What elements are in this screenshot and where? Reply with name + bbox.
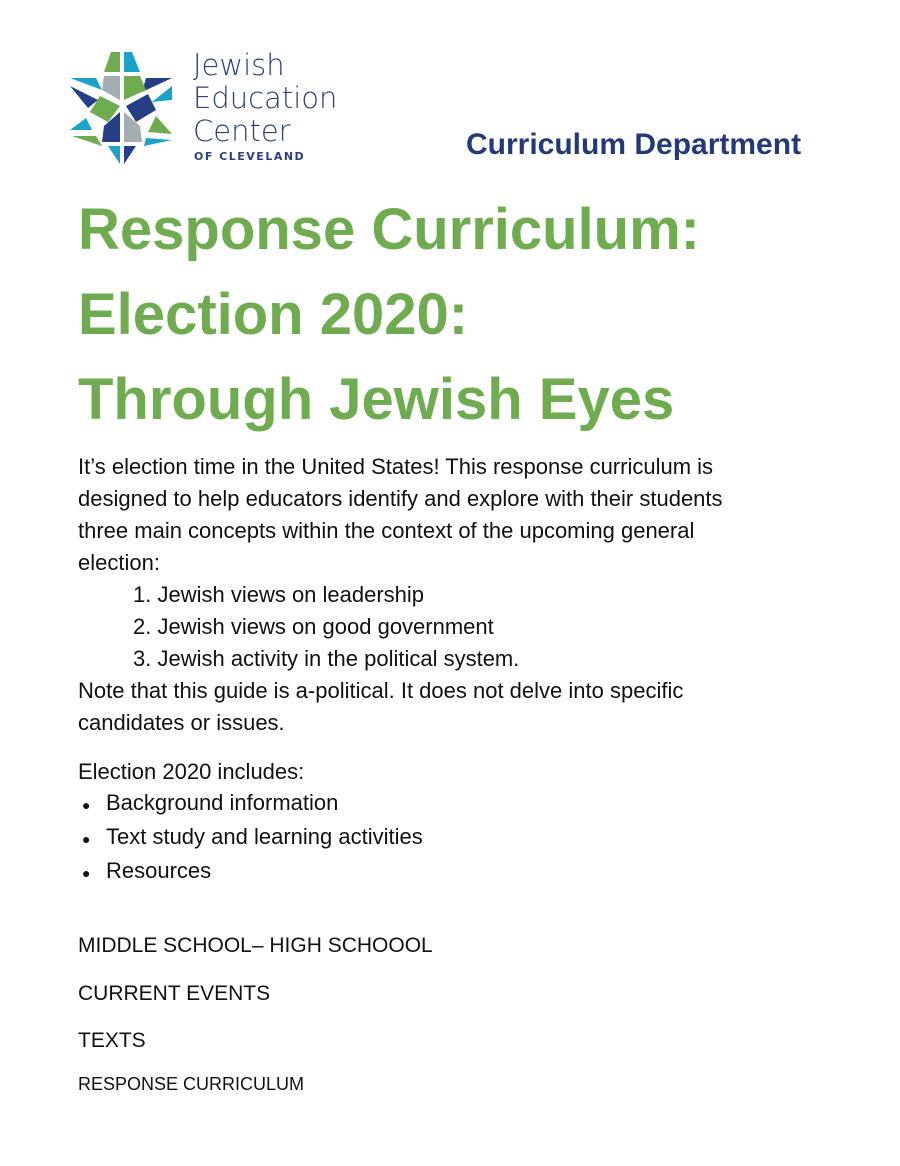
tag-topic: CURRENT EVENTS bbox=[78, 982, 271, 1005]
tag-grade-level: MIDDLE SCHOOL– HIGH SCHOOOL bbox=[78, 934, 433, 957]
logo-text-of-cleveland: OF CLEVELAND bbox=[194, 150, 306, 163]
list-item: ● Background information bbox=[82, 787, 423, 821]
title-line-3: Through Jewish Eyes bbox=[78, 367, 675, 432]
title-line-2: Election 2020: bbox=[78, 282, 469, 347]
list-item: 1. Jewish views on leadership bbox=[133, 582, 425, 607]
title-line-1: Response Curriculum: bbox=[78, 197, 700, 262]
note-line: Note that this guide is a-political. It does not delve into specific bbox=[78, 678, 684, 703]
bullet-icon: ● bbox=[82, 831, 91, 847]
intro-line: It’s election time in the United States! This response curriculum is bbox=[78, 454, 714, 479]
logo-text-center: Center bbox=[193, 114, 291, 148]
includes-list bbox=[82, 787, 423, 889]
department-heading: Curriculum Department bbox=[466, 128, 802, 161]
list-item: 3. Jewish activity in the political system. bbox=[133, 646, 520, 671]
note-paragraph bbox=[78, 675, 838, 739]
intro-line: election: bbox=[78, 550, 160, 575]
bullet-icon: ● bbox=[82, 865, 91, 881]
includes-heading: Election 2020 includes: bbox=[78, 759, 305, 784]
note-line: candidates or issues. bbox=[78, 710, 285, 735]
list-item: 2. Jewish views on good government bbox=[133, 614, 494, 639]
logo-text-education: Education bbox=[193, 81, 338, 115]
intro-paragraph bbox=[78, 451, 838, 579]
list-item: ● Text study and learning activities bbox=[82, 821, 423, 855]
logo-text-jewish: Jewish bbox=[193, 48, 285, 82]
jec-star-logo-icon bbox=[68, 50, 174, 166]
bullet-icon: ● bbox=[82, 797, 91, 813]
tag-type: TEXTS bbox=[78, 1029, 146, 1052]
tag-format: RESPONSE CURRICULUM bbox=[78, 1074, 305, 1094]
list-item: ● Resources bbox=[82, 855, 423, 889]
intro-line: three main concepts within the context of the upcoming general bbox=[78, 518, 695, 543]
concept-list bbox=[133, 579, 519, 675]
intro-line: designed to help educators identify and explore with their students bbox=[78, 486, 723, 511]
